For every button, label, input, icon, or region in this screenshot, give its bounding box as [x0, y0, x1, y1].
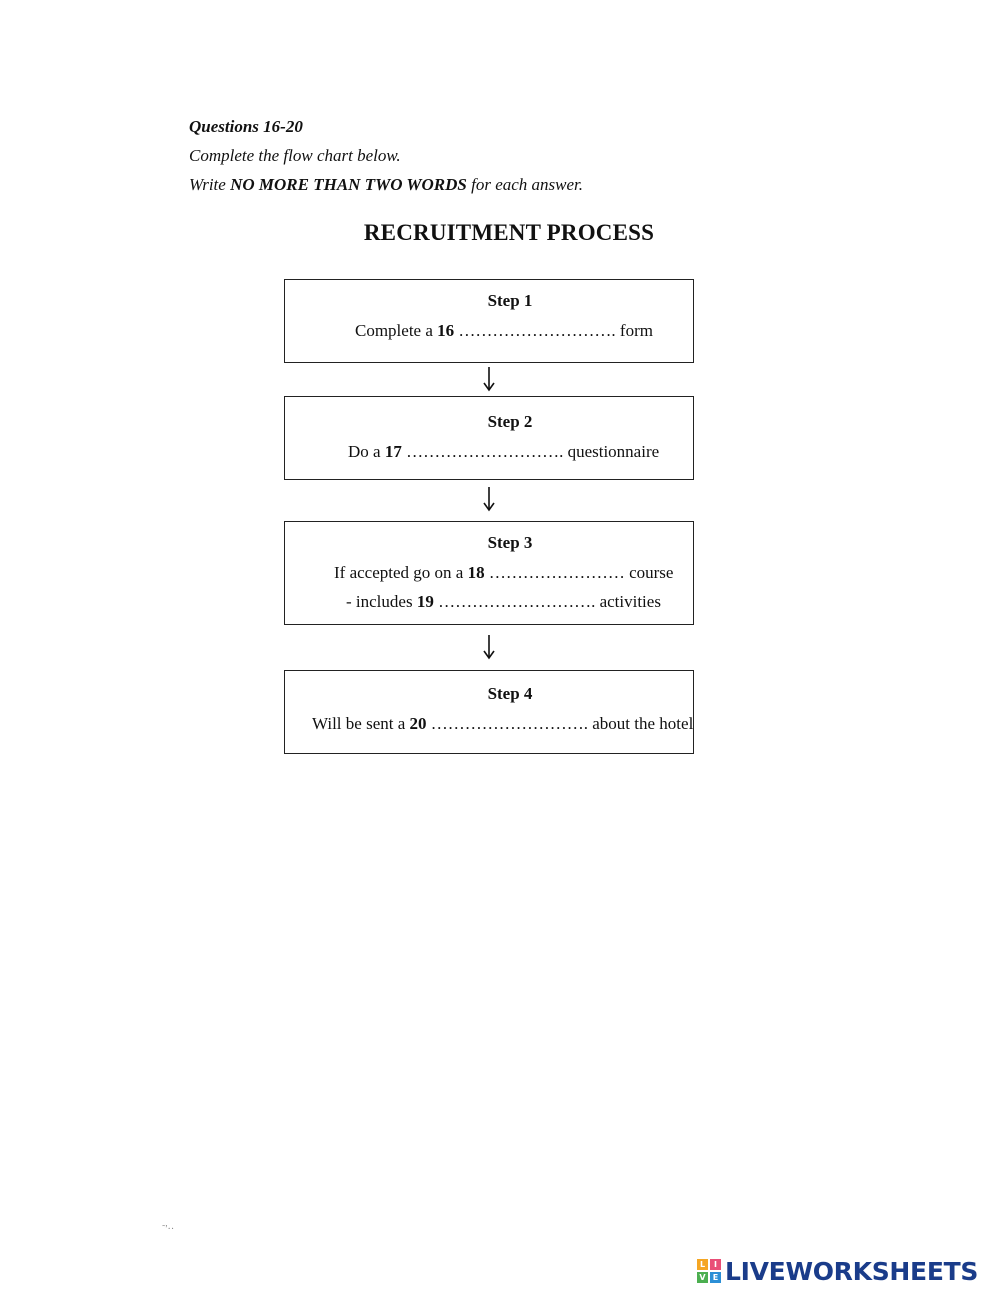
question-18-number: 18 [467, 563, 485, 582]
arrow-down-icon [480, 486, 498, 512]
logo-block-e: E [710, 1272, 721, 1283]
question-19-blank: ………………………. activities [438, 592, 661, 611]
question-17-line [348, 442, 659, 462]
page-mark: ˜′·· [162, 1224, 175, 1235]
flow-chart-title: RECRUITMENT PROCESS [363, 220, 655, 245]
question-16-number: 16 [437, 321, 455, 340]
question-18-prefix: If accepted go on a [334, 563, 464, 582]
question-18-blank: …………………… course [488, 563, 674, 582]
question-19-number: 19 [416, 592, 434, 611]
questions-title: Questions 16-20 [189, 117, 303, 136]
question-19-prefix: - includes [346, 592, 413, 611]
arrow-down-icon [480, 634, 498, 660]
question-20-number: 20 [409, 714, 427, 733]
instruction-suffix: for each answer. [471, 175, 584, 194]
question-20-prefix: Will be sent a [312, 714, 406, 733]
step-2-label: Step 2 [487, 412, 533, 431]
question-17-number: 17 [384, 442, 402, 461]
logo-block-l: L [697, 1259, 708, 1270]
question-20-blank: ………………………. about the hotel [430, 714, 694, 733]
question-19-line [346, 592, 661, 612]
instruction-line-2 [189, 170, 583, 199]
instruction-prefix: Write [189, 175, 226, 194]
question-16-prefix: Complete a [355, 321, 433, 340]
liveworksheets-logo [697, 1256, 978, 1286]
step-3-label: Step 3 [487, 533, 533, 552]
logo-block-i: I [710, 1259, 721, 1270]
logo-block-v: V [697, 1272, 708, 1283]
step-2-box [284, 396, 694, 480]
question-20-line [312, 714, 693, 734]
logo-text: LIVEWORKSHEETS [725, 1256, 979, 1286]
instructions [189, 112, 583, 199]
question-17-prefix: Do a [348, 442, 381, 461]
word-limit: NO MORE THAN TWO WORDS [230, 175, 467, 194]
step-4-box [284, 670, 694, 754]
step-1-label: Step 1 [487, 291, 533, 310]
question-18-line [334, 563, 673, 583]
question-16-line [355, 321, 653, 341]
step-1-box [284, 279, 694, 363]
step-3-box [284, 521, 694, 625]
step-4-label: Step 4 [487, 684, 533, 703]
arrow-down-icon [480, 366, 498, 392]
question-16-blank: ………………………. form [458, 321, 653, 340]
instruction-line-1: Complete the flow chart below. [189, 146, 401, 165]
logo-blocks-icon [697, 1259, 721, 1283]
question-17-blank: ………………………. questionnaire [406, 442, 660, 461]
